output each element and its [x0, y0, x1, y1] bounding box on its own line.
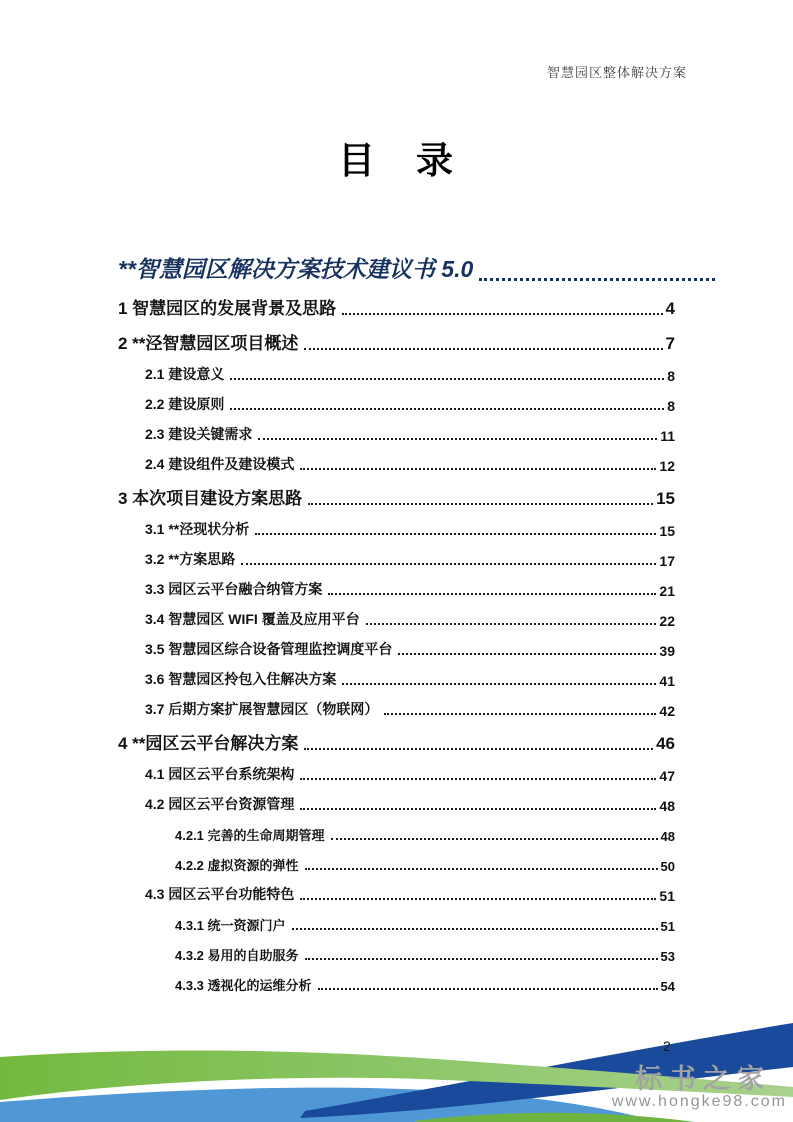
watermark-url: www.hongke98.com: [611, 1093, 787, 1110]
toc-entry[interactable]: [145, 766, 675, 784]
toc-entry-page: 17: [659, 553, 675, 569]
toc-entry[interactable]: [145, 456, 675, 474]
dot-leader: [305, 958, 658, 960]
dot-leader: [305, 868, 658, 870]
toc-entry-page: 8: [667, 398, 675, 414]
dot-leader: [308, 503, 653, 505]
dot-leader: [318, 988, 658, 990]
dot-leader: [342, 683, 656, 685]
toc-entry-label: 1 智慧园区的发展背景及思路: [118, 299, 337, 318]
watermark-logo-text: 标书之家: [635, 1064, 771, 1094]
toc-entry-page: 22: [659, 613, 675, 629]
toc-entry-page: 51: [659, 888, 675, 904]
dot-leader: [258, 438, 657, 440]
toc-entry-page: 42: [659, 703, 675, 719]
toc-entry-label: 2.3 建设关键需求: [145, 426, 253, 442]
toc-entry-label: 4.2 园区云平台资源管理: [145, 796, 295, 812]
dot-leader: [300, 778, 656, 780]
toc-entry-page: 46: [656, 734, 675, 753]
toc-entry[interactable]: [145, 701, 675, 719]
toc-entry-label: 4.3 园区云平台功能特色: [145, 886, 295, 902]
toc-entry-page: 11: [660, 428, 675, 444]
toc-entry-label: 3 本次项目建设方案思路: [118, 489, 303, 508]
toc-entry-page: 50: [660, 859, 675, 874]
toc-entry-page: 21: [659, 583, 675, 599]
dot-leader: [304, 348, 662, 350]
toc-entry-page: 15: [659, 523, 675, 539]
toc-entry-label: 3.6 智慧园区拎包入住解决方案: [145, 671, 337, 687]
page-number: 2: [663, 1038, 671, 1054]
dot-leader: [300, 468, 656, 470]
toc-entry-page: 7: [665, 334, 675, 353]
dot-leader: [300, 898, 656, 900]
toc-entry-label: 4.2.1 完善的生命周期管理: [175, 828, 325, 843]
toc-entry-label: 2 **泾智慧园区项目概述: [118, 334, 299, 353]
dot-leader: [241, 563, 656, 565]
toc-entry-page: 39: [659, 643, 675, 659]
toc-entry[interactable]: [145, 366, 675, 384]
toc-entry[interactable]: [145, 581, 675, 599]
toc-entry[interactable]: [145, 671, 675, 689]
toc-entry[interactable]: [145, 611, 675, 629]
toc-entry-page: 8: [667, 368, 675, 384]
toc-entry-label: 4.3.2 易用的自助服务: [175, 948, 299, 963]
toc-entry[interactable]: [145, 886, 675, 904]
dot-leader: [398, 653, 656, 655]
dot-leader: [366, 623, 657, 625]
toc-entry-label: 3.5 智慧园区综合设备管理监控调度平台: [145, 641, 393, 657]
dot-leader: [304, 748, 653, 750]
toc-entry-label: 4.3.3 透视化的运维分析: [175, 978, 312, 993]
toc-entry-label: **智慧园区解决方案技术建议书 5.0: [118, 256, 474, 282]
dot-leader: [230, 378, 664, 380]
toc-entry[interactable]: [175, 976, 675, 994]
toc-entry-page: 15: [656, 489, 675, 508]
toc-entry-label: 3.2 **方案思路: [145, 551, 236, 567]
toc-entry[interactable]: [145, 521, 675, 539]
toc-entry-label: 4 **园区云平台解决方案: [118, 734, 299, 753]
toc-entry-page: 54: [660, 979, 675, 994]
toc-entry-label: 3.7 后期方案扩展智慧园区（物联网）: [145, 701, 379, 717]
toc-entry-page: 4: [665, 299, 675, 318]
toc-entry-label: 3.3 园区云平台融合纳管方案: [145, 581, 323, 597]
toc-entry-page: 48: [659, 798, 675, 814]
toc-entry-page: 41: [659, 673, 675, 689]
toc-entry[interactable]: [118, 732, 675, 754]
dot-leader: [328, 593, 656, 595]
toc-entry[interactable]: [145, 426, 675, 444]
dot-leader: [230, 408, 664, 410]
toc-entry[interactable]: [175, 856, 675, 874]
toc-entry-page: 47: [659, 768, 675, 784]
toc-entry[interactable]: [118, 487, 675, 509]
toc-entry[interactable]: [175, 916, 675, 934]
toc-entry[interactable]: [175, 946, 675, 964]
toc-entry[interactable]: [145, 641, 675, 659]
toc-entry[interactable]: [145, 551, 675, 569]
toc-entry[interactable]: [145, 396, 675, 414]
dot-leader: [342, 313, 662, 315]
dot-leader: [292, 928, 658, 930]
dot-leader: [255, 533, 656, 535]
toc-entry-label: 3.1 **泾现状分析: [145, 521, 250, 537]
toc-entry-label: 2.4 建设组件及建设模式: [145, 456, 295, 472]
toc-entry[interactable]: [145, 796, 675, 814]
toc-entry-label: 4.2.2 虚拟资源的弹性: [175, 858, 299, 873]
toc-entry-label: 4.1 园区云平台系统架构: [145, 766, 295, 782]
toc-entry-label: 4.3.1 统一资源门户: [175, 918, 286, 933]
toc-entry-label: 3.4 智慧园区 WIFI 覆盖及应用平台: [145, 611, 360, 627]
toc-main-heading[interactable]: [118, 254, 718, 284]
toc-entry[interactable]: [118, 332, 675, 354]
dot-leader: [479, 278, 715, 281]
dot-leader: [384, 713, 656, 715]
toc-entry-label: 2.2 建设原则: [145, 396, 225, 412]
toc-entry-label: 2.1 建设意义: [145, 366, 225, 382]
dot-leader: [300, 808, 656, 810]
toc-entry-page: 12: [659, 458, 675, 474]
toc-list: [118, 254, 718, 994]
toc-entry[interactable]: [118, 297, 675, 319]
toc-entry-page: 48: [660, 829, 675, 844]
toc-entry-page: 53: [660, 949, 675, 964]
dot-leader: [331, 838, 658, 840]
document-header-title: 智慧园区整体解决方案: [546, 65, 687, 80]
toc-entry-page: 51: [660, 919, 675, 934]
toc-title: 目 录: [338, 140, 455, 181]
toc-entry[interactable]: [175, 826, 675, 844]
